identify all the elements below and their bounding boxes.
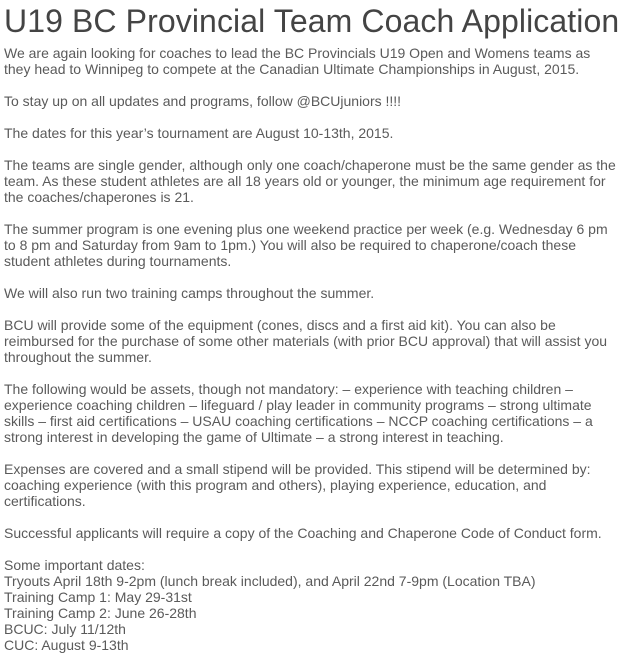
date-item-camp-2: Training Camp 2: June 26-28th — [4, 605, 197, 621]
important-dates-heading: Some important dates: — [4, 557, 145, 573]
paragraph-assets: The following would be assets, though not mandatory: – experience with teaching children – experience coaching children – lifeguard / play leader in community programs – strong ultimate skills – first aid certifications – USAU coaching certifications – NCCP coaching certifications – a strong interest in developing the game of Ultimate – a strong interest in teaching. — [4, 381, 593, 445]
paragraph-intro: We are again looking for coaches to lead the BC Provincials U19 Open and Womens teams as they head to Winnipeg to compete at the Canadian Ultimate Championships in August, 2015. — [4, 45, 591, 77]
date-item-cuc: CUC: August 9-13th — [4, 637, 129, 653]
page-title: U19 BC Provincial Team Coach Application — [4, 3, 620, 39]
paragraph-training-camps: We will also run two training camps throughout the summer. — [4, 285, 375, 301]
paragraph-summer-program: The summer program is one evening plus one weekend practice per week (e.g. Wednesday 6 pm to 8 pm and Saturday from 9am to 1pm.) You will also be required to chaperone/coach these student athletes during tournaments. — [4, 221, 608, 269]
paragraph-tournament-dates: The dates for this year’s tournament are August 10-13th, 2015. — [4, 125, 394, 141]
paragraph-expenses: Expenses are covered and a small stipend will be provided. This stipend will be determined by: coaching experience (with this program and others), playing experience, education, and certifications. — [4, 461, 591, 509]
paragraph-team-gender: The teams are single gender, although only one coach/chaperone must be the same gender as the team. As these student athletes are all 18 years old or younger, the minimum age requirement for the coaches/chaperones is 21. — [4, 157, 616, 205]
paragraph-code-of-conduct: Successful applicants will require a copy of the Coaching and Chaperone Code of Conduct form. — [4, 525, 602, 541]
paragraph-follow: To stay up on all updates and programs, follow @BCUjuniors !!!! — [4, 93, 402, 109]
date-item-camp-1: Training Camp 1: May 29-31st — [4, 589, 192, 605]
date-item-tryouts: Tryouts April 18th 9-2pm (lunch break included), and April 22nd 7-9pm (Location TBA) — [4, 573, 536, 589]
important-dates — [4, 557, 619, 653]
date-item-bcuc: BCUC: July 11/12th — [4, 621, 126, 637]
paragraph-equipment: BCU will provide some of the equipment (cones, discs and a first aid kit). You can also be reimbursed for the purchase of some other materials (with prior BCU approval) that will assist you throughout the summer. — [4, 317, 608, 365]
